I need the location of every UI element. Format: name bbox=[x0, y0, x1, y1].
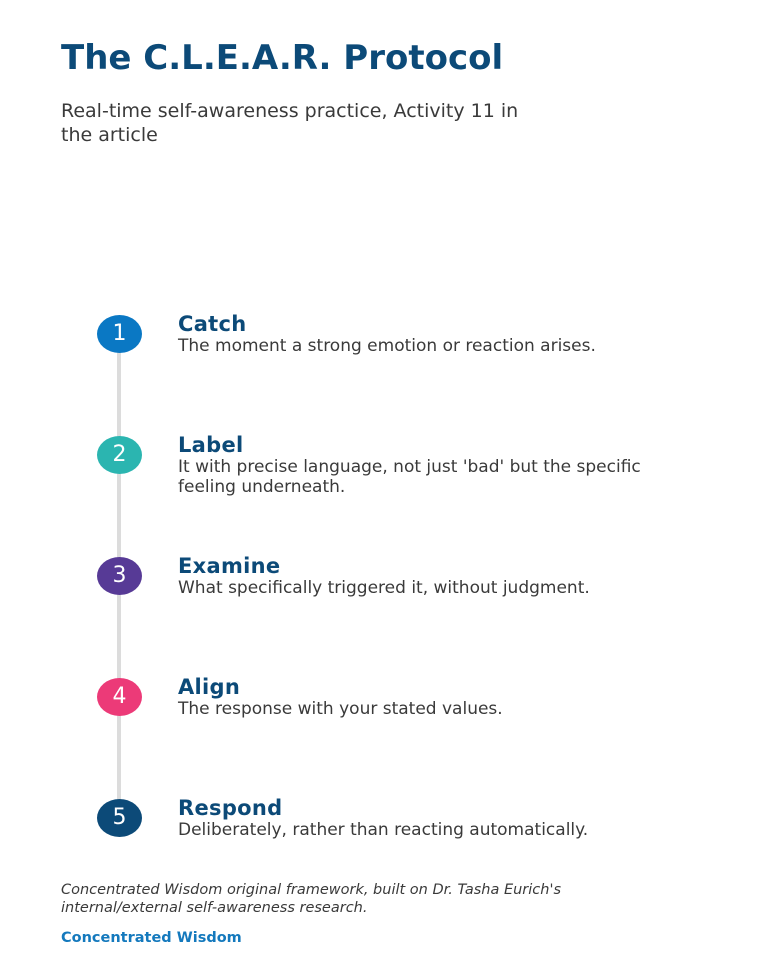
step-name: Catch bbox=[178, 312, 247, 336]
step-item bbox=[178, 554, 648, 598]
step-item bbox=[178, 796, 648, 840]
page-title: The C.L.E.A.R. Protocol bbox=[61, 38, 504, 78]
step-name: Align bbox=[178, 675, 241, 699]
step-number-badge: 1 bbox=[97, 315, 142, 353]
step-number-badge: 2 bbox=[97, 436, 142, 474]
step-name: Examine bbox=[178, 554, 281, 578]
step-number-badge: 4 bbox=[97, 678, 142, 716]
brand-name: Concentrated Wisdom bbox=[61, 930, 242, 946]
step-description: Deliberately, rather than reacting automatically. bbox=[178, 820, 589, 840]
step-description: The moment a strong emotion or reaction arises. bbox=[178, 336, 596, 356]
step-description: What specifically triggered it, without judgment. bbox=[178, 578, 590, 598]
step-number-badge: 5 bbox=[97, 799, 142, 837]
step-name: Respond bbox=[178, 796, 283, 820]
step-item bbox=[178, 675, 648, 719]
footnote: Concentrated Wisdom original framework, built on Dr. Tasha Eurich's internal/external self-awareness research. bbox=[61, 882, 561, 916]
step-description: It with precise language, not just 'bad' but the specific feeling underneath. bbox=[178, 457, 641, 497]
step-item bbox=[178, 433, 648, 497]
page-subtitle: Real-time self-awareness practice, Activity 11 in the article bbox=[61, 100, 519, 146]
step-name: Label bbox=[178, 433, 244, 457]
step-item bbox=[178, 312, 648, 356]
step-number-badge: 3 bbox=[97, 557, 142, 595]
step-description: The response with your stated values. bbox=[178, 699, 503, 719]
